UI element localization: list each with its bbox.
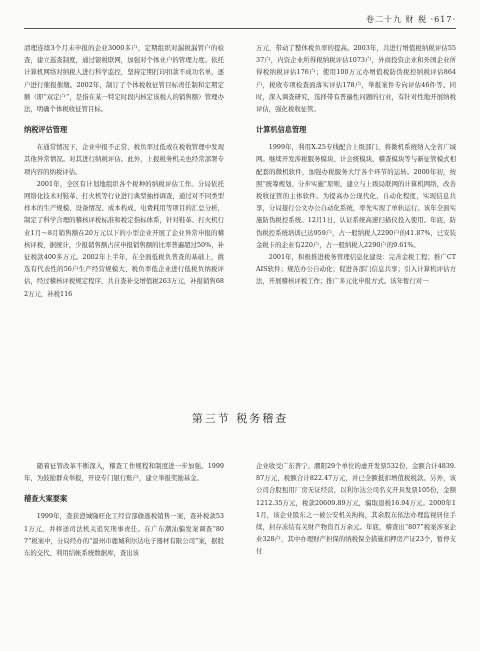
paragraph: 随着征管改革不断深入，稽查工作规程和制度进一步加强。1999年，为鼓励群众举报，开设专门银行账户，建立举报奖励基金。 [24,462,224,483]
paragraph: 企业收受广东普宁、潮阳29个单位的虚开发票532份，金额合计4839.87万元，税额合计822.47万元，并已全额抵扣增值税税款。另外，该公司合股租用厂房无证经营，以利尔达公司名义开具发票105份，金额1212.35万元，税款20609.89万元，骗取退税16.94万元。2000年11月，该企业股东之一被公安机关拘拘，其余股东依法办理监视居住手续，封存冻结有关财产物资百万余元。年底，稽查出“807”税案涉案企业328户，其中办理财产担保的纳税保全措施扣押房产证23个，暂停支付 [256,462,456,556]
paragraph: 万元，带动了整体税负率的提高。2003年，共进行增值税纳税评估5537户，内资企业所得税纳税评估1073户，外商投资企业和外国企业所得税纳税评估176户；使用100万元办增值税防伪税控纳税评估864户，税收专项检查面落实评估178户，举报案件专向评估46件等。同时，深入调查研究，选择带有普遍性问题的行业，有针对性地开展纳税评估，强化税收征管。 [256,44,456,114]
paragraph: 2001年，积极推进税务管理信息化建设：完善金税工程；推广CTAIS软件；规范办公自动化；促进各部门信息共享；引入计算机评估方法，开展稽核评税工作；推广多元化申报方式。该年暂行对一 [256,253,456,286]
subsection-heading: 计算机信息管理 [256,125,307,135]
paragraph: 清理连续3个月未申报的企业3000多户，定期组织对漏税漏管户的检查，建立巡查制度，通过银税联网，加强对个体业户的管理力度。依托计算机网络对纳税人进行科学监控，坚持定期打印扣款不成功名单，逐户进行催报催缴。2002年，制订了个体税收征管目标责任制和定期定额（即“双定户”，是指在某一特定时段内核定该税人的销售额）管理办法，明确个体税收征管目标。 [24,44,224,114]
column-3 [24,460,224,559]
paragraph: 在通常情况下，企业申报不正常、税负率过低或在税收管理中发现其他异常情况。对其进行纳税评估。此外，上报税务机关也经常部署专项内容的纳税评估。 [24,143,224,176]
running-head: 卷二十九 财 税 ·617· [366,15,456,24]
paragraph: 1999年，查获澄城隆旺化工经营部偷逃税销售一案，查补税款531万元，并移送司法机关追究刑事责任。在广东潮汕骗发案调查“807”税案中，分局经办的“温州市鹿城利尔达电子器材有限公司”案，据股东的交代、利用结帐系统数据库，查出该 [24,512,224,558]
paragraph: 1999年，利用X.25专线配合上级部门，将微机系统纳入全省广域网。继续开发涉税服务模块、计会统模块、稽查模块等与新征管模式相配套的微机软件，加强办税服务大厅各个环节的运转。2000年初，按照“统筹规划、分步实施”原则，建立与上级局联网的计算机网络，改善税收征管的主体软件。为提高办公现代化、自动化程度，实现信息共享，分局接行公文办公自动化系统，率先实现了单轨运行。该年全面实施防伪税控系统。12月1日，认证系统高速扫描仪投入使用。年底，防伪税控系统培训已达959户，占一般纳税人2290户的41.87%，已安装金税卡的企业有220户，占一般纳税人2290户的9.61%。 [256,143,456,249]
subsection-heading: 纳税评估管理 [24,125,68,135]
section-title: 第三节 税务稽查 [191,412,289,425]
column-4 [256,460,456,558]
column-1 [24,42,224,300]
subsection-heading: 稽查大案要案 [24,494,68,504]
header-rule [24,28,456,29]
paragraph: 2001年，全区有计划地组织各个税种的纳税评估工作。分局依托网络化技术对鞋革、打火机等行业进行典型抽样调查，通过对不同类型样本的生产规模、设备情况、成本构成、电费耗用等项目的汇总分析，制定了科学合理的稽核评税标准和税定指标体系，针对鞋革、打火机行业1月～8月销售额在20万元以下的小型企业开展了企业异常申报的稽核评税，据统计，少报销售额占应申报销售额的比率普遍超过50%，补征税款400多万元。2002年上半年，在全面低税负普查的基础上，挑选有代表性的56户生产经营规模大、税负率低企业进行低税负纳税评估，经过稽核评税规定程序，共自查补交增值税263万元，补报销售682万元，补税116 [24,179,224,298]
column-2 [256,42,456,288]
